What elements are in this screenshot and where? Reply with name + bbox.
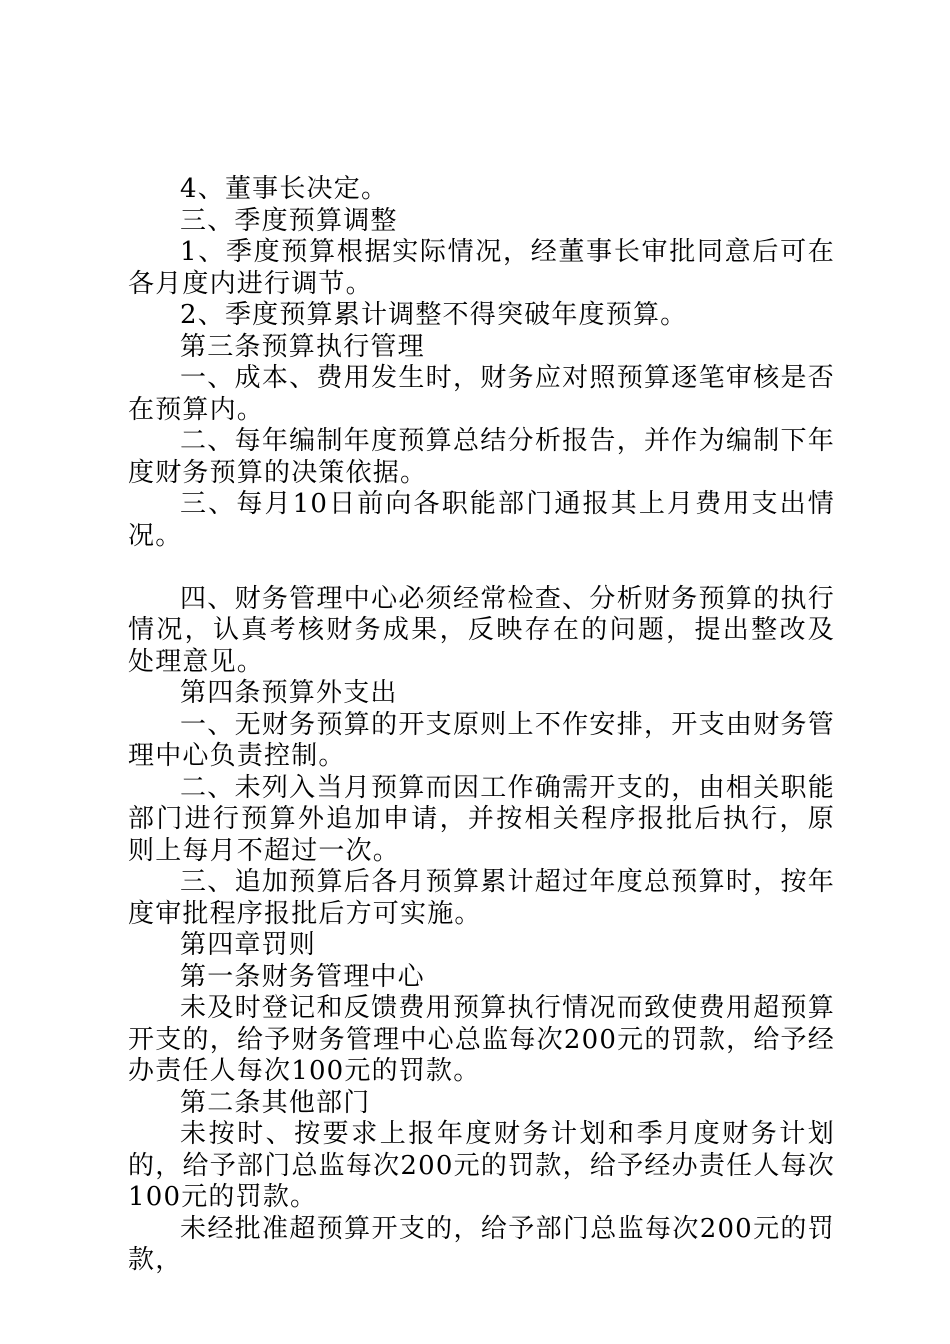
heading-quarterly-budget-adjustment: 三、季度预算调整 <box>180 205 398 236</box>
paragraph-quarterly-adjust-2: 2、季度预算累计调整不得突破年度预算。 <box>180 300 688 330</box>
paragraph-extra-budget-2: 二、未列入当月预算而因工作确需开支的，由相关职能部门进行预算外追加申请，并按相关程序报批后执行，原则上每月不超过一次。 <box>128 772 835 866</box>
heading-article-4-extra-budget: 第四条预算外支出 <box>180 678 398 708</box>
blank-line <box>128 552 835 584</box>
paragraph-quarterly-adjust-1: 1、季度预算根据实际情况，经董事长审批同意后可在各月度内进行调节。 <box>128 237 835 299</box>
paragraph-finance-center-penalty: 未及时登记和反馈费用预算执行情况而致使费用超预算开支的，给予财务管理中心总监每次200元的罚款，给予经办责任人每次100元的罚款。 <box>128 993 835 1086</box>
paragraph-execution-2: 二、每年编制年度预算总结分析报告，并作为编制下年度财务预算的决策依据。 <box>128 426 835 488</box>
paragraph-execution-1: 一、成本、费用发生时，财务应对照预算逐笔审核是否在预算内。 <box>128 363 835 425</box>
paragraph-other-departments-penalty-1: 未按时、按要求上报年度财务计划和季月度财务计划的，给予部门总监每次200元的罚款，给予经办责任人每次100元的罚款。 <box>128 1119 835 1212</box>
paragraph-execution-4: 四、财务管理中心必须经常检查、分析财务预算的执行情况，认真考核财务成果，反映存在的问题，提出整改及处理意见。 <box>128 583 835 677</box>
paragraph-extra-budget-3: 三、追加预算后各月预算累计超过年度总预算时，按年度审批程序报批后方可实施。 <box>128 867 835 929</box>
paragraph-other-departments-penalty-2: 未经批准超预算开支的，给予部门总监每次200元的罚款， <box>128 1213 835 1275</box>
paragraph-execution-3: 三、每月10日前向各职能部门通报其上月费用支出情况。 <box>128 489 835 551</box>
heading-article-1-finance-center: 第一条财务管理中心 <box>180 961 425 992</box>
heading-article-3-execution: 第三条预算执行管理 <box>180 331 425 362</box>
heading-chapter-4-penalties: 第四章罚则 <box>180 930 317 960</box>
heading-article-2-other-departments: 第二条其他部门 <box>180 1087 371 1118</box>
paragraph-extra-budget-1: 一、无财务预算的开支原则上不作安排，开支由财务管理中心负责控制。 <box>128 709 835 771</box>
paragraph-chairman-decision: 4、董事长决定。 <box>180 174 389 204</box>
document-body <box>128 174 835 1277</box>
